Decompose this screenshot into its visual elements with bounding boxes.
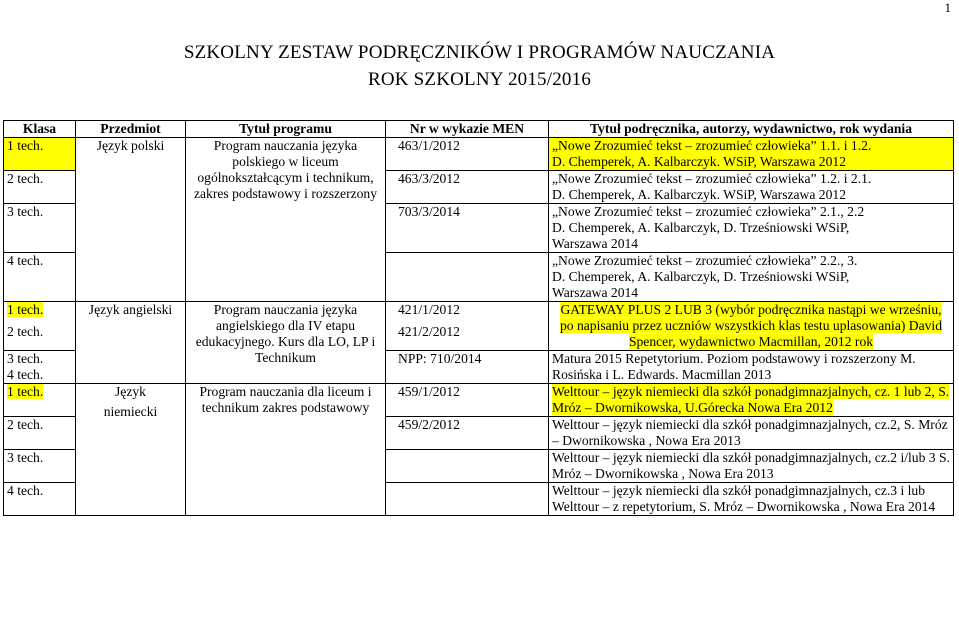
header-przedmiot: Przedmiot xyxy=(76,121,186,138)
book-cell: Welttour – język niemiecki dla szkół ponadgimnazjalnych, cz.2, S. Mróz – Dwornikowska , Nowa Era 2013 xyxy=(549,417,954,450)
subject-cell xyxy=(76,302,186,384)
nr-cell: 459/2/2012 xyxy=(386,417,549,450)
klasa-cell xyxy=(4,351,76,384)
book-text: GATEWAY PLUS 2 LUB 3 (wybór podręcznika nastąpi we wrześniu, po napisaniu przez uczniów wszystkich klas testu uplasowania) David Spencer, wydawnictwo Macmillan, 2012 rok xyxy=(559,302,943,349)
nr-cell: 459/1/2012 xyxy=(386,384,549,417)
klasa-text: 2 tech. xyxy=(7,324,44,339)
page-number: 1 xyxy=(944,0,951,15)
table-row xyxy=(4,138,954,171)
klasa-text: 1 tech. xyxy=(7,384,44,399)
klasa-cell: 3 tech. xyxy=(4,450,76,483)
book-line: „Nowe Zrozumieć tekst – zrozumieć człowieka” 2.2., 3. xyxy=(552,253,858,268)
book-line: D. Chemperek, A. Kalbarczyk. WSiP, Warszawa 2012 xyxy=(552,187,846,202)
book-line: Warszawa 2014 xyxy=(552,285,639,300)
book-cell xyxy=(549,138,954,171)
program-cell xyxy=(186,384,386,516)
nr-cell: 463/3/2012 xyxy=(386,171,549,204)
klasa-text: 1 tech. xyxy=(7,138,44,153)
nr-text: 421/2/2012 xyxy=(398,324,460,339)
table-header-row xyxy=(4,121,954,138)
document-title: SZKOLNY ZESTAW PODRĘCZNIKÓW I PROGRAMÓW NAUCZANIA xyxy=(183,42,776,63)
klasa-cell xyxy=(4,302,76,351)
nr-cell xyxy=(386,302,549,351)
header-klasa: Klasa xyxy=(4,121,76,138)
book-cell xyxy=(549,384,954,417)
nr-cell xyxy=(386,138,549,171)
program-text: Program nauczania dla liceum i technikum zakres podstawowy xyxy=(199,384,372,415)
book-cell xyxy=(549,171,954,204)
klasa-text: 3 tech. xyxy=(7,351,44,366)
subject-cell xyxy=(76,384,186,516)
klasa-cell: 3 tech. xyxy=(4,204,76,253)
book-cell: Welttour – język niemiecki dla szkół ponadgimnazjalnych, cz.2 i/lub 3 S. Mróz – Dwornikowska , Nowa Era 2013 xyxy=(549,450,954,483)
document-subtitle: ROK SZKOLNY 2015/2016 xyxy=(367,69,592,90)
table-row xyxy=(4,302,954,351)
book-line: D. Chemperek, A. Kalbarczyk. WSiP, Warszawa 2012 xyxy=(552,154,846,169)
book-line: „Nowe Zrozumieć tekst – zrozumieć człowieka” 2.1., 2.2 xyxy=(552,204,865,219)
nr-cell xyxy=(386,253,549,302)
program-text: Program nauczania języka angielskiego dla IV etapu edukacyjnego. Kurs dla LO, LP i Technikum xyxy=(195,302,376,365)
klasa-cell xyxy=(4,384,76,417)
book-text: Welttour – język niemiecki dla szkół ponadgimnazjalnych, cz. 1 lub 2, S. Mróz – Dwornikowska, U.Górecka Nowa Era 2012 xyxy=(552,384,950,415)
textbook-table xyxy=(3,120,954,516)
book-cell: Welttour – język niemiecki dla szkół ponadgimnazjalnych, cz.3 i lub Welttour – z repetytorium, S. Mróz – Dwornikowska , Nowa Era 2014 xyxy=(549,483,954,516)
subject-cell xyxy=(76,138,186,302)
nr-cell: 703/3/2014 xyxy=(386,204,549,253)
table-row xyxy=(4,384,954,417)
book-line: „Nowe Zrozumieć tekst – zrozumieć człowieka” 1.1. i 1.2. xyxy=(552,138,872,153)
header-tytul-podrecznika: Tytuł podręcznika, autorzy, wydawnictwo, rok wydania xyxy=(549,121,954,138)
header-nr-men: Nr w wykazie MEN xyxy=(386,121,549,138)
program-cell xyxy=(186,302,386,384)
book-line: D. Chemperek, A. Kalbarczyk, D. Trześniowski WSiP, xyxy=(552,220,850,235)
nr-cell xyxy=(386,450,549,483)
klasa-cell: 4 tech. xyxy=(4,483,76,516)
book-line: Warszawa 2014 xyxy=(552,236,639,251)
book-cell xyxy=(549,253,954,302)
nr-text: 463/1/2012 xyxy=(398,138,460,153)
nr-text: 421/1/2012 xyxy=(398,302,460,317)
subject-text: Język polski xyxy=(96,138,165,153)
header-tytul-programu: Tytuł programu xyxy=(186,121,386,138)
book-cell: Matura 2015 Repetytorium. Poziom podstawowy i rozszerzony M. Rosińska i L. Edwards. Macmillan 2013 xyxy=(549,351,954,384)
subject-text: Język angielski xyxy=(88,302,173,317)
book-line: D. Chemperek, A. Kalbarczyk, D. Trześniowski WSiP, xyxy=(552,269,850,284)
book-line: „Nowe Zrozumieć tekst – zrozumieć człowieka” 1.2. i 2.1. xyxy=(552,171,872,186)
klasa-cell xyxy=(4,138,76,171)
program-cell xyxy=(186,138,386,302)
klasa-text: 4 tech. xyxy=(7,367,44,382)
subject-text: Język xyxy=(115,384,146,399)
klasa-cell: 2 tech. xyxy=(4,171,76,204)
nr-cell xyxy=(386,483,549,516)
subject-text: niemiecki xyxy=(103,404,158,419)
klasa-cell: 2 tech. xyxy=(4,417,76,450)
program-text: Program nauczania języka polskiego w liceum ogólnokształcącym i technikum, zakres podstawowy i rozszerzony xyxy=(193,138,378,201)
klasa-cell: 4 tech. xyxy=(4,253,76,302)
book-cell xyxy=(549,204,954,253)
klasa-text: 1 tech. xyxy=(7,302,44,317)
book-cell xyxy=(549,302,954,351)
nr-cell: NPP: 710/2014 xyxy=(386,351,549,384)
